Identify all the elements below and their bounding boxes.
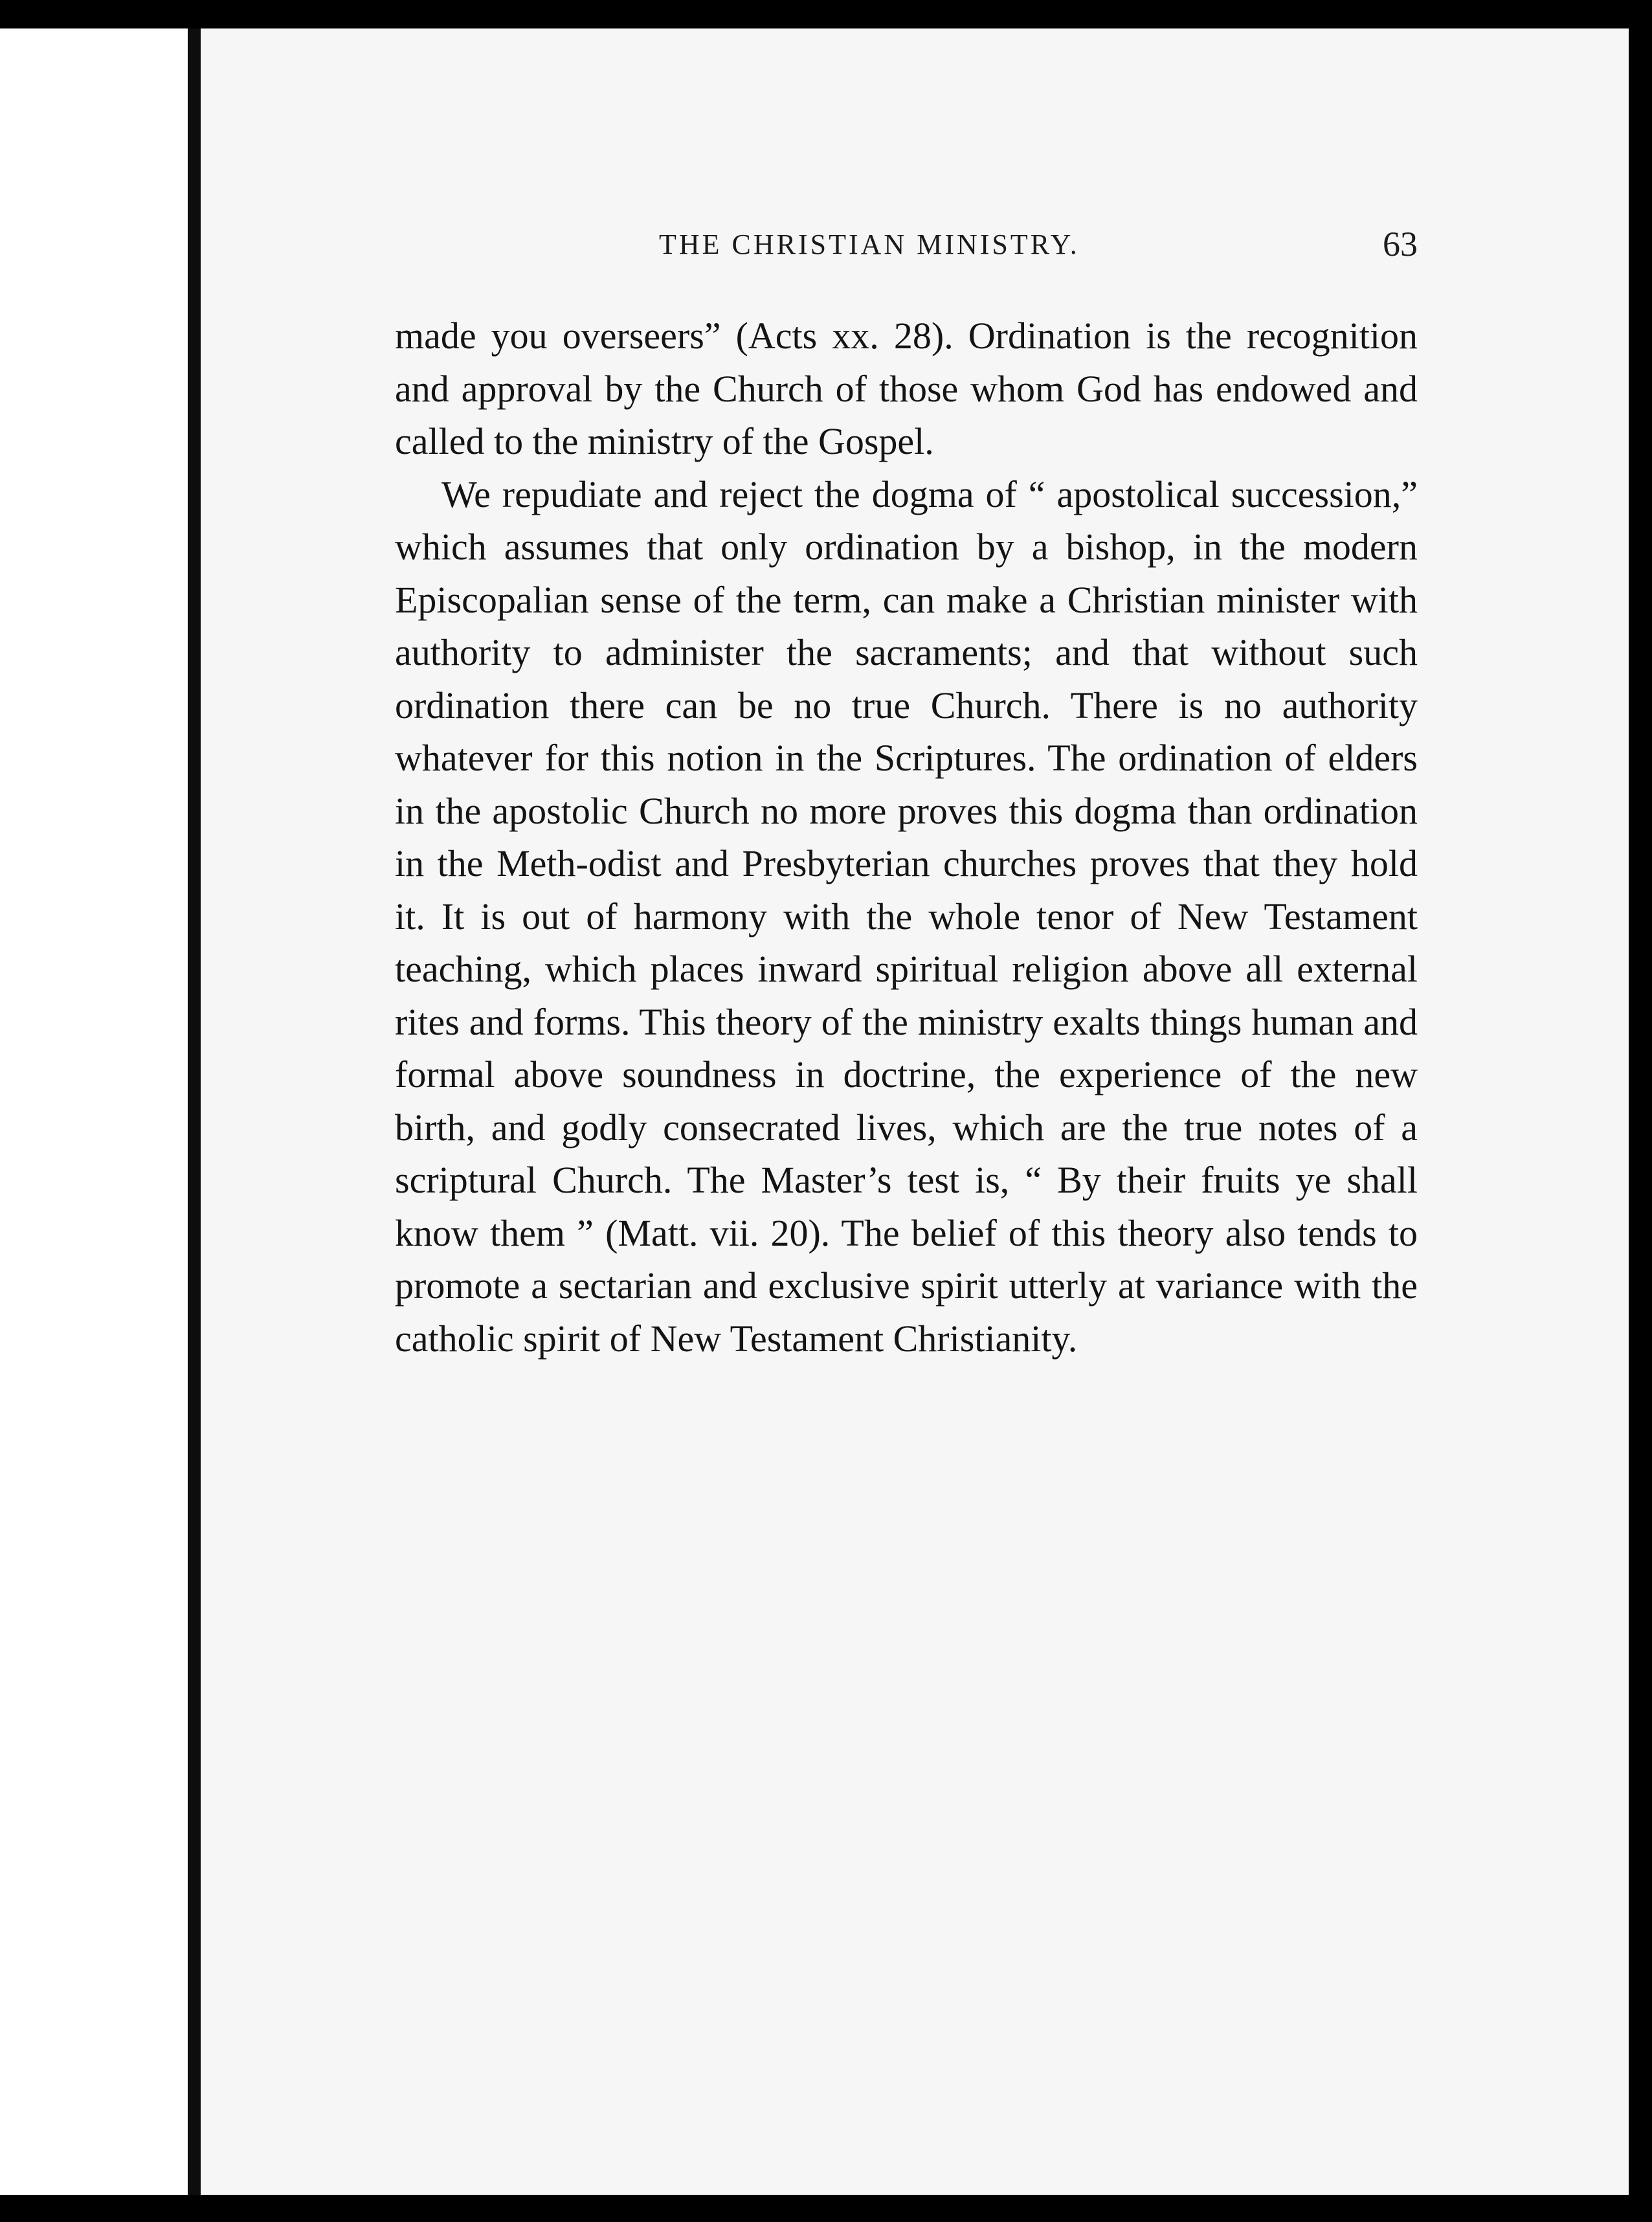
paragraph-1: made you overseers” (Acts xx. 28). Ordination is the recognition and approval by the Church of those whom God has endowed and called to the ministry of the Gospel.	[395, 315, 1418, 462]
paragraph-2: We repudiate and reject the dogma of “ apostolical succession,” which assumes that only ordination by a bishop, in the modern Episcopalian sense of the term, can make a Christian minister with authority to administer the sacraments; and that without such ordination there can be no true Church. There is no authority whatever for this notion in the Scriptures. The ordination of elders in the apostolic Church no more proves this dogma than ordination in the Meth-odist and Presbyterian churches proves that they hold it. It is out of harmony with the whole tenor of New Testament teaching, which places inward spiritual religion above all external rites and forms. This theory of the ministry exalts things human and formal above soundness in doctrine, the experience of the new birth, and godly consecrated lives, which are the true notes of a scriptural Church. The Master’s test is, “ By their fruits ye shall know them ” (Matt. vii. 20). The belief of this theory also tends to promote a sectarian and exclusive spirit utterly at variance with the catholic spirit of New Testament Christianity.	[395, 473, 1418, 1360]
scan-left-margin	[0, 28, 188, 2195]
running-head	[201, 225, 1418, 267]
page-number: 63	[1383, 225, 1418, 264]
body-text	[395, 309, 1418, 1365]
book-spine	[188, 28, 201, 2195]
running-head-title: THE CHRISTIAN MINISTRY.	[659, 229, 1080, 260]
